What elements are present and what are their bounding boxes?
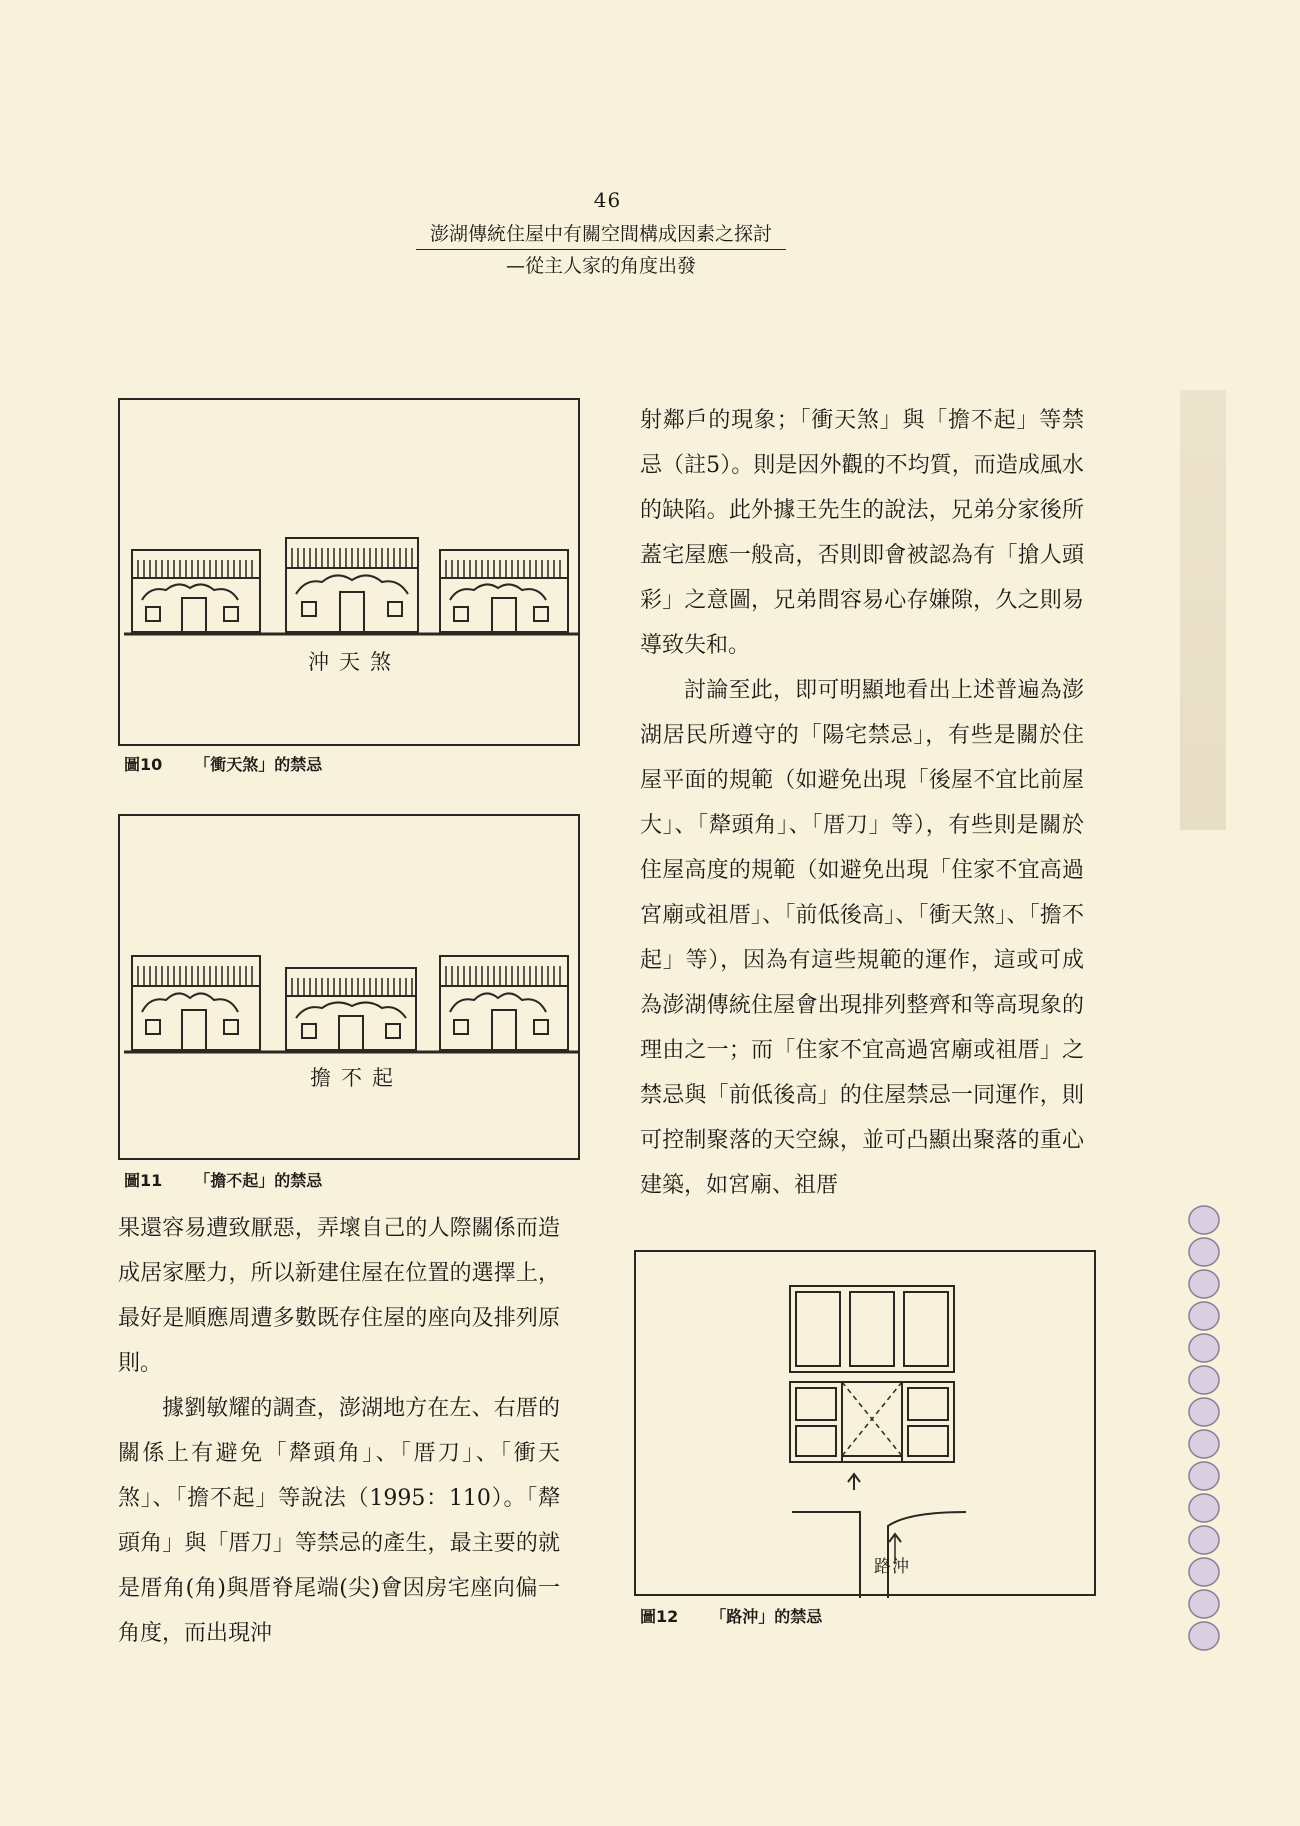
right-column-text	[640, 398, 1084, 1208]
left-column-text	[118, 1206, 560, 1656]
page-number: 46	[593, 188, 622, 212]
figure-12-drawing-label: 路沖	[874, 1557, 910, 1577]
house-right	[440, 550, 568, 632]
figure-12	[634, 1250, 1096, 1596]
house-left	[132, 550, 260, 632]
side-strip	[1180, 390, 1226, 830]
house-left	[132, 956, 260, 1050]
left-paragraph-2: 據劉敏耀的調查，澎湖地方在左、右厝的關係上有避免「犛頭角」、「厝刀」、「衝天煞」、「擔不起」等說法（1995：110）。「犛頭角」與「厝刀」等禁忌的產生，最主要的就是厝角(角)與厝脊尾端(尖)會因房宅座向偏一角度，而出現沖	[118, 1396, 560, 1646]
figure-11-label: 圖11	[124, 1171, 163, 1190]
figure-10-drawing-label: 沖天煞	[308, 650, 401, 674]
right-paragraph-2: 討論至此，即可明顯地看出上述普遍為澎湖居民所遵守的「陽宅禁忌」，有些是關於住屋平面的規範（如避免出現「後屋不宜比前屋大」、「犛頭角」、「厝刀」等），有些則是關於住屋高度的規範（如避免出現「住家不宜高過宮廟或祖厝」、「前低後高」、「衝天煞」、「擔不起」等），因為有這些規範的運作，這或可成為澎湖傳統住屋會出現排列整齊和等高現象的理由之一；而「住家不宜高過宮廟或祖厝」之禁忌與「前低後高」的住屋禁忌一同運作，則可控制聚落的天空線，並可凸顯出聚落的重心建築，如宮廟、祖厝	[640, 678, 1084, 1198]
figure-12-label: 圖12	[640, 1607, 679, 1626]
house-middle	[286, 968, 416, 1050]
figure-10-caption	[124, 752, 354, 775]
figure-12-caption	[640, 1604, 854, 1627]
left-paragraph-1: 果還容易遭致厭惡，弄壞自己的人際關係而造成居家壓力，所以新建住屋在位置的選擇上，最好是順應周遭多數既存住屋的座向及排列原則。	[118, 1216, 560, 1376]
figure-11-title: 「擔不起」的禁忌	[194, 1171, 323, 1190]
figure-12-title: 「路沖」的禁忌	[710, 1607, 823, 1626]
figure-10-label: 圖10	[124, 755, 163, 774]
figure-10-drawing	[120, 400, 582, 748]
right-paragraph-1: 射鄰戶的現象；「衝天煞」與「擔不起」等禁忌（註5）。則是因外觀的不均質，而造成風水的缺陷。此外據王先生的說法，兄弟分家後所蓋宅屋應一般高，否則即會被認為有「搶人頭彩」之意圖，兄弟間容易心存嫌隙，久之則易導致失和。	[640, 408, 1084, 658]
thumb-index-decoration	[1180, 1200, 1230, 1660]
running-header-subtitle: —從主人家的角度出發	[505, 255, 696, 277]
figure-10	[118, 398, 580, 746]
figure-11-caption	[124, 1168, 354, 1191]
figure-12-drawing	[636, 1252, 1098, 1598]
figure-11-drawing-label: 擔不起	[310, 1066, 403, 1090]
house-middle	[286, 538, 418, 632]
figure-10-title: 「衝天煞」的禁忌	[194, 755, 323, 774]
figure-11	[118, 814, 580, 1160]
figure-11-drawing	[120, 816, 582, 1162]
house-right	[440, 956, 568, 1050]
running-header-title: 澎湖傳統住屋中有關空間構成因素之探討	[416, 219, 786, 250]
